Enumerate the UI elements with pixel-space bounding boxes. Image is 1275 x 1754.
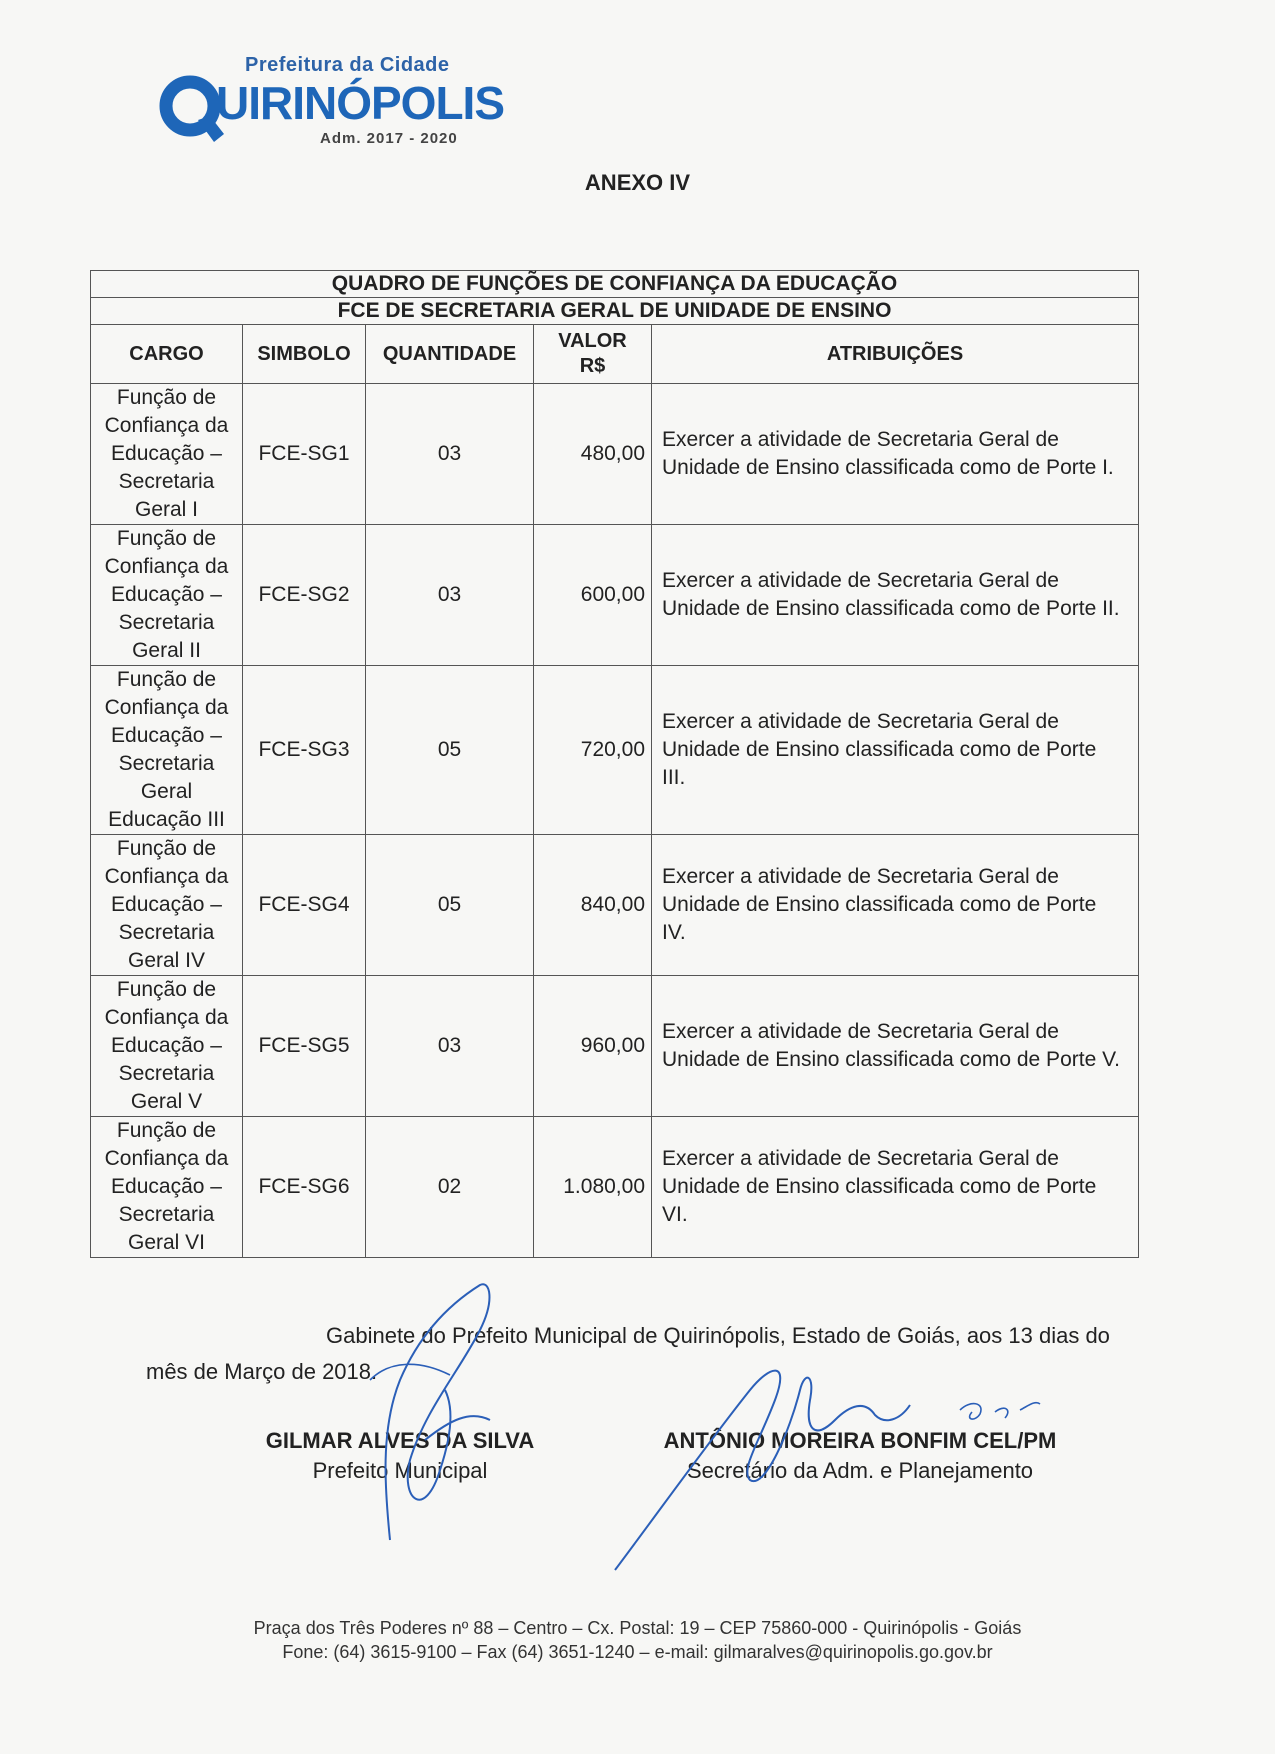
cell-simbolo: FCE-SG4 xyxy=(243,835,366,976)
cargo-line: Confiança da xyxy=(104,555,229,578)
table-row xyxy=(91,976,1139,1117)
cargo-line: Educação – xyxy=(111,442,222,465)
cell-valor: 480,00 xyxy=(534,384,652,525)
table-caption-main: QUADRO DE FUNÇÕES DE CONFIANÇA DA EDUCAÇÃO xyxy=(91,271,1139,298)
column-header-quantidade: QUANTIDADE xyxy=(366,325,534,384)
cargo-line: Secretaria xyxy=(118,611,215,634)
cell-atribuicoes: Exercer a atividade de Secretaria Geral de Unidade de Ensino classificada como de Porte I. xyxy=(652,384,1139,525)
table-row xyxy=(91,835,1139,976)
cell-cargo xyxy=(91,384,243,525)
cell-cargo xyxy=(91,976,243,1117)
cell-valor: 600,00 xyxy=(534,525,652,666)
cargo-line: Geral xyxy=(140,780,193,803)
cargo-line: Confiança da xyxy=(104,1006,229,1029)
cargo-line: Educação – xyxy=(111,1175,222,1198)
cargo-line: Confiança da xyxy=(104,696,229,719)
cargo-line: Educação – xyxy=(111,583,222,606)
cargo-line: Geral I xyxy=(134,498,199,521)
signatory-name: GILMAR ALVES DA SILVA xyxy=(265,1428,535,1453)
logo-city-name: UIRINÓPOLIS xyxy=(216,77,505,129)
logo-prefix: Prefeitura da Cidade xyxy=(245,54,450,76)
cargo-line: Confiança da xyxy=(104,1147,229,1170)
column-header-cargo: CARGO xyxy=(91,325,243,384)
cargo-line: Secretaria xyxy=(118,921,215,944)
footer-address: Praça dos Três Poderes nº 88 – Centro – Cx. Postal: 19 – CEP 75860-000 - Quirinópolis - Goiás xyxy=(253,1618,1022,1638)
cell-cargo xyxy=(91,666,243,835)
table-body xyxy=(91,384,1139,1258)
cargo-line: Secretaria xyxy=(118,1062,215,1085)
signatory-name: ANTÔNIO MOREIRA BONFIM CEL/PM xyxy=(663,1428,1057,1453)
signature-block-secretary xyxy=(650,1426,1070,1486)
cell-quantidade: 05 xyxy=(366,666,534,835)
cell-quantidade: 03 xyxy=(366,384,534,525)
cargo-line: Secretaria xyxy=(118,470,215,493)
cell-valor: 720,00 xyxy=(534,666,652,835)
cargo-line: Função de xyxy=(116,978,217,1001)
cargo-line: Geral V xyxy=(130,1090,203,1113)
cell-atribuicoes: Exercer a atividade de Secretaria Geral de Unidade de Ensino classificada como de Porte IV. xyxy=(652,835,1139,976)
municipality-logo xyxy=(150,48,505,153)
cargo-line: Educação – xyxy=(111,724,222,747)
cargo-line: Geral II xyxy=(132,639,201,662)
cargo-line: Geral VI xyxy=(127,1231,206,1254)
column-header-simbolo: SIMBOLO xyxy=(243,325,366,384)
cell-cargo xyxy=(91,835,243,976)
cargo-line: Função de xyxy=(116,386,217,409)
cell-quantidade: 03 xyxy=(366,525,534,666)
cell-atribuicoes: Exercer a atividade de Secretaria Geral de Unidade de Ensino classificada como de Porte III. xyxy=(652,666,1139,835)
cargo-line: Secretaria xyxy=(118,752,215,775)
mayor-handwritten-signature xyxy=(330,1270,560,1560)
column-header-atribuicoes: ATRIBUIÇÕES xyxy=(652,325,1139,384)
cargo-line: Função de xyxy=(116,527,217,550)
cargo-line: Geral IV xyxy=(127,949,206,972)
cell-cargo xyxy=(91,525,243,666)
closing-statement: Gabinete do Prefeito Municipal de Quirinópolis, Estado de Goiás, aos 13 dias do mês de Março de 2018. xyxy=(146,1323,1110,1384)
cell-simbolo: FCE-SG6 xyxy=(243,1117,366,1258)
cell-simbolo: FCE-SG1 xyxy=(243,384,366,525)
table-row xyxy=(91,384,1139,525)
cell-simbolo: FCE-SG5 xyxy=(243,976,366,1117)
cargo-line: Educação III xyxy=(108,808,225,831)
column-header-valor xyxy=(534,325,652,384)
cargo-line: Secretaria xyxy=(118,1203,215,1226)
cell-quantidade: 02 xyxy=(366,1117,534,1258)
cell-cargo xyxy=(91,1117,243,1258)
cell-valor: 960,00 xyxy=(534,976,652,1117)
cargo-line: Educação – xyxy=(111,893,222,916)
signatory-role: Secretário da Adm. e Planejamento xyxy=(686,1458,1034,1483)
cell-quantidade: 05 xyxy=(366,835,534,976)
signatory-role: Prefeito Municipal xyxy=(312,1458,488,1483)
cargo-line: Educação – xyxy=(111,1034,222,1057)
cargo-line: Confiança da xyxy=(104,865,229,888)
cell-valor: 840,00 xyxy=(534,835,652,976)
cell-atribuicoes: Exercer a atividade de Secretaria Geral de Unidade de Ensino classificada como de Porte V. xyxy=(652,976,1139,1117)
table-row xyxy=(91,1117,1139,1258)
column-header-valor-line1: VALOR xyxy=(558,330,627,352)
cargo-line: Função de xyxy=(116,668,217,691)
column-header-valor-line2: R$ xyxy=(579,355,606,377)
functions-table-container xyxy=(90,270,1138,1258)
table-row xyxy=(91,666,1139,835)
cell-atribuicoes: Exercer a atividade de Secretaria Geral de Unidade de Ensino classificada como de Porte II. xyxy=(652,525,1139,666)
cell-valor: 1.080,00 xyxy=(534,1117,652,1258)
signature-block-mayor xyxy=(250,1426,550,1486)
table-caption-sub: FCE DE SECRETARIA GERAL DE UNIDADE DE ENSINO xyxy=(91,298,1139,325)
logo-administration: Adm. 2017 - 2020 xyxy=(320,130,458,147)
footer-contact: Fone: (64) 3615-9100 – Fax (64) 3651-1240 – e-mail: gilmaralves@quirinopolis.go.gov.br xyxy=(282,1642,993,1662)
document-title: ANEXO IV xyxy=(584,170,691,195)
cell-atribuicoes: Exercer a atividade de Secretaria Geral de Unidade de Ensino classificada como de Porte VI. xyxy=(652,1117,1139,1258)
cell-simbolo: FCE-SG3 xyxy=(243,666,366,835)
cell-simbolo: FCE-SG2 xyxy=(243,525,366,666)
cargo-line: Função de xyxy=(116,837,217,860)
cargo-line: Função de xyxy=(116,1119,217,1142)
cell-quantidade: 03 xyxy=(366,976,534,1117)
table-row xyxy=(91,525,1139,666)
cargo-line: Confiança da xyxy=(104,414,229,437)
page-footer xyxy=(0,1616,1275,1664)
functions-table xyxy=(90,270,1139,1258)
